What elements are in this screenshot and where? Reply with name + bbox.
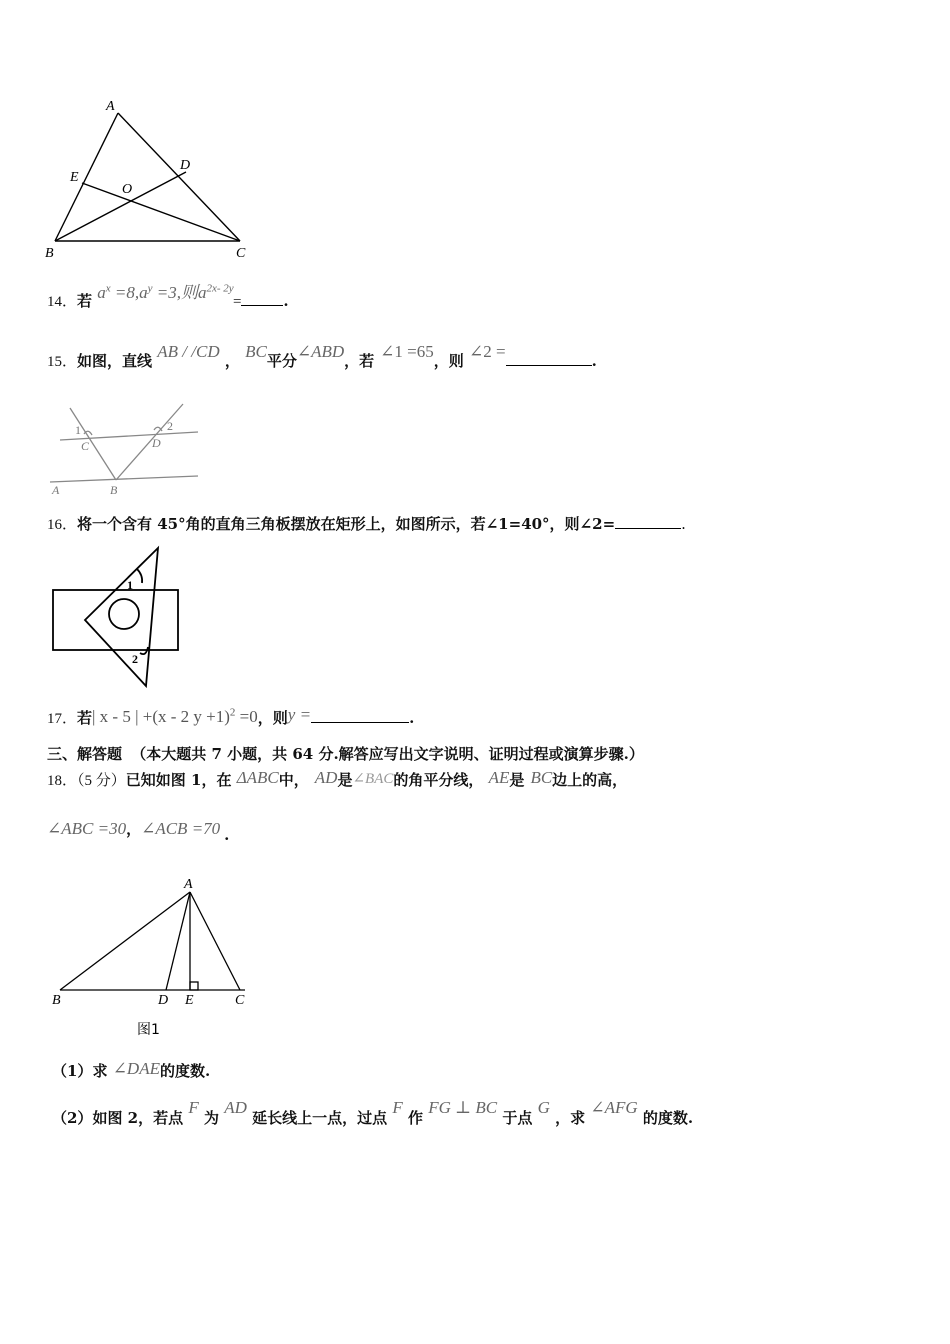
q16-end: . xyxy=(681,515,686,533)
q18-2-math-angle-afg: ∠AFG xyxy=(590,1098,638,1117)
question-15 xyxy=(47,342,597,371)
q16-number: 16． xyxy=(47,517,78,533)
q18-2-text-4: 作 xyxy=(408,1109,424,1127)
q17-answer-blank xyxy=(311,722,409,723)
q18-1-text-1: 求 xyxy=(92,1062,108,1080)
figure-caption: 图1 xyxy=(137,1022,160,1038)
q18-number: 18． xyxy=(47,773,78,789)
label-A: A xyxy=(52,483,60,497)
q17-text-2: ，则 xyxy=(257,709,288,727)
q18-math-ad: AD xyxy=(314,768,338,787)
label-2: 2 xyxy=(167,419,173,433)
q15-math-angle2: ∠2 = xyxy=(469,342,506,361)
q15-text-2: ， xyxy=(224,352,240,370)
label-C: C xyxy=(81,439,90,453)
q18-text-1: 已知如图 1，在 xyxy=(125,771,232,789)
label-A: A xyxy=(106,99,115,114)
q15-end: . xyxy=(591,352,597,370)
q18-math-angle-abc: ∠ABC =30 xyxy=(47,819,127,838)
label-E: E xyxy=(70,170,79,185)
section-3-description: （本大题共 7 小题，共 64 分.解答应写出文字说明、证明过程或演算步骤.） xyxy=(131,745,644,763)
label-A: A xyxy=(184,877,193,892)
label-B: B xyxy=(45,246,54,261)
q18-end: . xyxy=(224,826,230,844)
q18-math-angle-acb: ∠ACB =70 xyxy=(141,819,221,838)
q18-2-number: （2） xyxy=(52,1109,93,1127)
q15-math-parallel: AB / /CD xyxy=(157,342,220,361)
q15-math-angle1: ∠1 =65 xyxy=(380,342,434,361)
q17-text-1: 若 xyxy=(77,709,93,727)
q18-math-bc: BC xyxy=(530,768,553,787)
q15-number: 15． xyxy=(47,354,78,370)
q18-text-2: 中， xyxy=(278,771,309,789)
q14-answer-blank xyxy=(241,305,283,306)
label-E: E xyxy=(185,993,194,1008)
q16-answer-blank xyxy=(615,528,681,529)
q18-text-6: 边上的高， xyxy=(552,771,628,789)
q15-math-bc: BC xyxy=(245,342,267,361)
q17-expression: | x - 5 | +(x - 2 y +1)$^2$ =0 xyxy=(92,706,258,726)
q15-math-angle: ∠ABD xyxy=(296,342,345,361)
question-14 xyxy=(47,282,295,311)
question-18-part-2 xyxy=(52,1098,694,1128)
parallel-lines-figure-q15 xyxy=(48,400,203,498)
q17-number: 17． xyxy=(47,711,78,727)
q17-end: . xyxy=(409,709,415,727)
q18-2-text-6: ，求 xyxy=(555,1109,586,1127)
q17-math-y: y = xyxy=(287,705,312,724)
label-O: O xyxy=(122,182,133,197)
q18-2-text-2: 为 xyxy=(203,1109,219,1127)
q18-score: （5 分） xyxy=(77,773,126,789)
q15-answer-blank xyxy=(506,365,592,366)
q15-text-1: 如图，直线 xyxy=(77,352,153,370)
label-D: D xyxy=(180,158,191,173)
q18-math-triangle: ΔABC xyxy=(236,768,279,787)
question-18 xyxy=(47,769,627,790)
q18-text-4: 的角平分线， xyxy=(393,771,484,789)
q18-1-number: （1） xyxy=(52,1062,93,1080)
question-18-angles xyxy=(47,818,230,844)
q18-text-3: 是 xyxy=(337,771,353,789)
q18-math-angle-bac: ∠BAC xyxy=(352,771,394,787)
label-2: 2 xyxy=(132,652,138,666)
q14-text: 若 xyxy=(77,292,93,310)
label-D: D xyxy=(158,993,169,1008)
q18-math-ae: AE xyxy=(488,768,510,787)
label-D: D xyxy=(152,436,161,450)
q14-equals: = xyxy=(232,294,242,310)
q18-2-math-perp: FG ⊥ BC xyxy=(428,1098,498,1117)
q14-end: . xyxy=(283,292,289,310)
section-3-heading xyxy=(47,743,644,764)
q18-2-text-1: 如图 2，若点 xyxy=(92,1109,184,1127)
q18-2-math-f: F xyxy=(188,1098,199,1117)
q18-2-text-3: 延长线上一点，过点 xyxy=(252,1109,388,1127)
q18-text-7: ， xyxy=(126,820,142,838)
q18-1-math-angle-dae: ∠DAE xyxy=(112,1059,160,1078)
label-C: C xyxy=(236,246,246,261)
label-B: B xyxy=(52,993,61,1008)
triangle-rectangle-figure-q16 xyxy=(48,543,188,691)
q15-text-3: 平分 xyxy=(266,352,297,370)
triangle-figure-q13 xyxy=(40,95,265,265)
triangle-figure-q18 xyxy=(40,872,265,1047)
q18-2-math-ad: AD xyxy=(224,1098,247,1117)
q16-text: 将一个含有 45°角的直角三角板摆放在矩形上，如图所示，若∠1=40°，则∠2= xyxy=(77,515,616,533)
q18-1-text-2: 的度数. xyxy=(159,1062,211,1080)
q18-2-text-7: 的度数. xyxy=(642,1109,694,1127)
q14-number: 14． xyxy=(47,294,78,310)
q18-text-5: 是 xyxy=(509,771,525,789)
q18-2-text-5: 于点 xyxy=(502,1109,533,1127)
section-3-title: 三、解答题 xyxy=(47,745,123,763)
question-17 xyxy=(47,707,414,728)
label-1: 1 xyxy=(127,578,133,592)
label-B: B xyxy=(110,483,118,497)
label-C: C xyxy=(235,993,245,1008)
q14-expression: $a^x =8,a^y =3$,则$a^{2x- 2y}$ xyxy=(97,282,234,302)
question-18-part-1 xyxy=(52,1060,210,1081)
q15-text-5: ，则 xyxy=(433,352,464,370)
q15-text-4: ，若 xyxy=(344,352,375,370)
q18-2-math-f2: F xyxy=(392,1098,403,1117)
q18-2-math-g: G xyxy=(537,1098,550,1117)
question-16 xyxy=(47,513,686,534)
label-1: 1 xyxy=(75,423,81,437)
